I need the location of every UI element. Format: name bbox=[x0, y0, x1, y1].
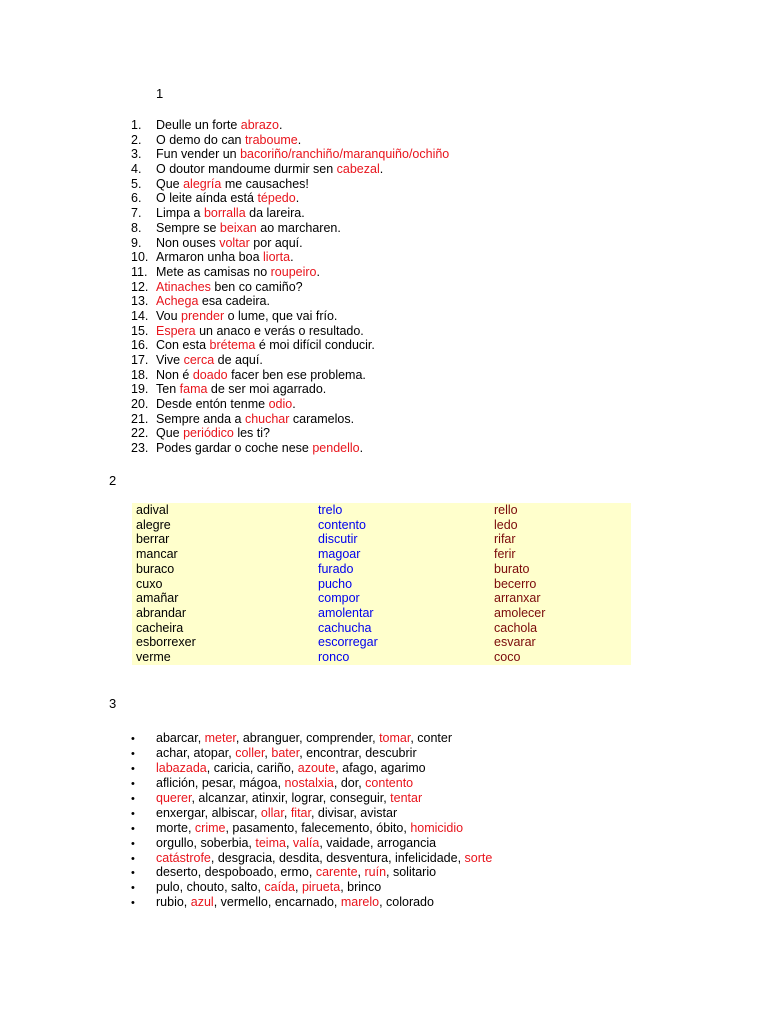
highlighted-word: labazada bbox=[156, 760, 207, 775]
bullet-icon: • bbox=[131, 882, 135, 895]
highlighted-word: marelo bbox=[340, 895, 380, 910]
highlighted-word: ruín bbox=[364, 865, 387, 880]
highlighted-word: borralla bbox=[203, 206, 246, 221]
highlighted-word: teima bbox=[255, 835, 286, 850]
table-row bbox=[132, 621, 631, 636]
sentence-item bbox=[131, 426, 449, 441]
bullet-icon: • bbox=[131, 807, 135, 820]
sentence-item bbox=[131, 147, 449, 162]
list-text: rubio, bbox=[156, 895, 191, 910]
highlighted-word: cerca bbox=[183, 353, 215, 367]
table-cell: trelo bbox=[318, 503, 343, 517]
sentence-text: Sempre se bbox=[156, 220, 220, 235]
sentence-text: Deulle un forte bbox=[156, 118, 241, 132]
table-cell: ledo bbox=[494, 517, 518, 532]
list-text: , conter bbox=[410, 731, 453, 745]
sentence-text: Vou bbox=[156, 308, 182, 323]
table-cell: amolentar bbox=[318, 606, 374, 621]
item-number: 1. bbox=[131, 118, 142, 132]
highlighted-word: Atinaches bbox=[156, 279, 211, 294]
list-text: , divisar, avistar bbox=[310, 805, 398, 820]
highlighted-word: meter bbox=[204, 731, 236, 745]
sentence-text: da lareira. bbox=[245, 206, 305, 221]
list-text: enxergar, albiscar, bbox=[156, 805, 261, 820]
highlighted-word: pirueta bbox=[301, 880, 341, 895]
table-cell: burato bbox=[494, 561, 530, 576]
sentence-text: un anaco e verás o resultado. bbox=[195, 323, 364, 338]
item-number: 11. bbox=[131, 264, 148, 279]
sentence-text: Sempre anda a bbox=[156, 411, 245, 426]
item-number: 13. bbox=[131, 294, 149, 309]
sentence-text: ao marcharen. bbox=[256, 220, 341, 235]
item-number: 14. bbox=[131, 308, 149, 323]
section-1-number: 1 bbox=[156, 86, 164, 101]
highlighted-word: tépedo bbox=[257, 191, 296, 206]
bullet-item bbox=[131, 821, 492, 836]
item-number: 9. bbox=[131, 235, 142, 250]
table-cell: rifar bbox=[494, 532, 516, 547]
sentence-item bbox=[131, 177, 449, 192]
bullet-item bbox=[131, 865, 492, 880]
sentence-text: . bbox=[359, 441, 364, 456]
highlighted-word: Achega bbox=[156, 294, 199, 309]
highlighted-word: odio bbox=[268, 397, 293, 412]
table-cell: berrar bbox=[136, 532, 170, 547]
table-cell: cachola bbox=[494, 620, 538, 635]
bullet-icon: • bbox=[131, 747, 135, 760]
highlighted-word: abrazo bbox=[240, 118, 280, 132]
highlighted-word: roupeiro bbox=[270, 264, 317, 279]
highlighted-word: tomar bbox=[379, 731, 411, 745]
sentence-item bbox=[131, 382, 449, 397]
sentence-text: O leite aínda está bbox=[156, 191, 258, 206]
sentence-item bbox=[131, 280, 449, 295]
item-number: 4. bbox=[131, 162, 142, 177]
sentence-item bbox=[131, 133, 449, 148]
bullet-item bbox=[131, 791, 492, 806]
list-text: , afago, agarimo bbox=[335, 760, 426, 775]
table-cell: discutir bbox=[318, 532, 358, 547]
exercise-3-bullet-list bbox=[131, 731, 492, 910]
sentence-text: de ser moi agarrado. bbox=[207, 382, 327, 397]
table-row bbox=[132, 532, 631, 547]
highlighted-word: azul bbox=[190, 895, 214, 910]
sentence-item bbox=[131, 441, 449, 456]
sentence-item bbox=[131, 309, 449, 324]
table-row bbox=[132, 577, 631, 592]
sentence-text: Fun vender un bbox=[156, 147, 241, 162]
sentence-text: o lume, que vai frío. bbox=[224, 308, 338, 323]
list-text: , abranguer, comprender, bbox=[235, 731, 380, 745]
sentence-text: Podes gardar o coche nese bbox=[156, 441, 313, 456]
table-cell: cachucha bbox=[318, 620, 372, 635]
list-text: , vaidade, arrogancia bbox=[319, 835, 437, 850]
table-cell: coco bbox=[494, 650, 521, 665]
list-text: , brinco bbox=[340, 880, 382, 895]
sentence-item bbox=[131, 338, 449, 353]
sentence-text: Mete as camisas no bbox=[156, 264, 271, 279]
item-number: 3. bbox=[131, 147, 142, 162]
list-text: , solitario bbox=[386, 865, 437, 880]
list-text: aflición, pesar, mágoa, bbox=[156, 775, 285, 790]
highlighted-word: Espera bbox=[156, 323, 196, 338]
highlighted-word: crime bbox=[194, 820, 226, 835]
table-cell: rello bbox=[494, 503, 518, 517]
sentence-item bbox=[131, 368, 449, 383]
table-cell: furado bbox=[318, 561, 354, 576]
list-text: , dor, bbox=[333, 775, 366, 790]
table-row bbox=[132, 547, 631, 562]
highlighted-word: chuchar bbox=[244, 411, 290, 426]
sentence-text: me causaches! bbox=[221, 176, 309, 191]
table-row bbox=[132, 606, 631, 621]
table-cell: alegre bbox=[136, 517, 171, 532]
sentence-text: O demo do can bbox=[156, 132, 245, 147]
highlighted-word: catástrofe bbox=[156, 850, 211, 865]
sentence-text: . bbox=[316, 264, 320, 279]
highlighted-word: fama bbox=[179, 382, 208, 397]
sentence-text: O doutor mandoume durmir sen bbox=[156, 162, 337, 177]
table-cell: mancar bbox=[136, 547, 178, 562]
table-cell: compor bbox=[318, 591, 360, 606]
highlighted-word: traboume bbox=[244, 132, 298, 147]
highlighted-word: bacoriño/ranchiño/maranquiño/ochiño bbox=[240, 147, 450, 162]
table-cell: verme bbox=[136, 650, 171, 665]
bullet-icon: • bbox=[131, 762, 135, 775]
bullet-item bbox=[131, 746, 492, 761]
highlighted-word: doado bbox=[192, 367, 228, 382]
bullet-icon: • bbox=[131, 837, 135, 850]
list-text: deserto, despoboado, ermo, bbox=[156, 865, 316, 880]
bullet-icon: • bbox=[131, 867, 135, 880]
table-row bbox=[132, 562, 631, 577]
sentence-text: Ten bbox=[156, 382, 180, 397]
bullet-icon: • bbox=[131, 822, 135, 835]
table-cell: esborrexer bbox=[136, 635, 196, 650]
table-row bbox=[132, 503, 631, 518]
table-cell: escorregar bbox=[318, 635, 378, 650]
table-cell: amolecer bbox=[494, 606, 546, 621]
item-number: 15. bbox=[131, 323, 149, 338]
sentence-item bbox=[131, 250, 449, 265]
sentence-text: . bbox=[295, 191, 300, 206]
item-number: 22. bbox=[131, 426, 149, 441]
section-2-number: 2 bbox=[109, 473, 117, 488]
sentence-text: les ti? bbox=[233, 426, 270, 441]
item-number: 18. bbox=[131, 367, 149, 382]
item-number: 12. bbox=[131, 279, 149, 294]
item-number: 6. bbox=[131, 191, 142, 206]
sentence-item bbox=[131, 412, 449, 427]
sentence-item bbox=[131, 265, 449, 280]
sentence-item bbox=[131, 221, 449, 236]
highlighted-word: cabezal bbox=[336, 162, 380, 177]
bullet-item bbox=[131, 880, 492, 895]
list-text: orgullo, soberbia, bbox=[156, 835, 256, 850]
highlighted-word: nostalxia bbox=[284, 775, 334, 790]
sentence-text: caramelos. bbox=[289, 411, 355, 426]
table-row bbox=[132, 635, 631, 650]
list-text: , encontrar, descubrir bbox=[299, 745, 417, 760]
highlighted-word: homicidio bbox=[410, 820, 464, 835]
sentence-text: é moi difícil conducir. bbox=[255, 338, 375, 353]
table-cell: magoar bbox=[318, 547, 361, 562]
bullet-item bbox=[131, 851, 492, 866]
sentence-text: Desde entón tenme bbox=[156, 397, 269, 412]
sentence-text: . bbox=[297, 132, 302, 147]
exercise-2-synonym-table bbox=[132, 503, 631, 665]
item-number: 19. bbox=[131, 382, 149, 397]
bullet-icon: • bbox=[131, 852, 135, 865]
table-cell: becerro bbox=[494, 576, 537, 591]
item-number: 17. bbox=[131, 353, 149, 367]
bullet-item bbox=[131, 895, 492, 910]
bullet-icon: • bbox=[131, 733, 135, 745]
bullet-item bbox=[131, 776, 492, 791]
list-text: , bbox=[285, 835, 293, 850]
sentence-text: ben co camiño? bbox=[210, 279, 303, 294]
sentence-text: esa cadeira. bbox=[198, 294, 270, 309]
table-cell: buraco bbox=[136, 561, 175, 576]
sentence-item bbox=[131, 118, 449, 133]
sentence-text: . bbox=[279, 118, 283, 132]
highlighted-word: brétema bbox=[209, 338, 256, 353]
table-row bbox=[132, 650, 631, 665]
table-cell: contento bbox=[318, 517, 366, 532]
sentence-text: Con esta bbox=[156, 338, 210, 353]
table-cell: ferir bbox=[494, 547, 516, 562]
list-text: , bbox=[264, 745, 272, 760]
highlighted-word: fitar bbox=[290, 805, 311, 820]
bullet-icon: • bbox=[131, 897, 135, 910]
list-text: , desgracia, desdita, desventura, infelicidade, bbox=[210, 850, 465, 865]
bullet-item bbox=[131, 806, 492, 821]
highlighted-word: coller bbox=[235, 745, 265, 760]
highlighted-word: ollar bbox=[260, 805, 284, 820]
highlighted-word: pendello bbox=[312, 441, 360, 456]
sentence-item bbox=[131, 294, 449, 309]
highlighted-word: liorta bbox=[263, 250, 291, 265]
list-text: abarcar, bbox=[156, 731, 205, 745]
sentence-item bbox=[131, 191, 449, 206]
list-text: achar, atopar, bbox=[156, 745, 236, 760]
sentence-item bbox=[131, 236, 449, 251]
item-number: 23. bbox=[131, 441, 149, 456]
item-number: 16. bbox=[131, 338, 149, 353]
table-row bbox=[132, 518, 631, 533]
exercise-1-sentence-list bbox=[131, 118, 449, 456]
list-text: , pasamento, falecemento, óbito, bbox=[225, 820, 411, 835]
highlighted-word: azoute bbox=[297, 760, 336, 775]
list-text: , bbox=[357, 865, 365, 880]
bullet-item bbox=[131, 731, 492, 746]
sentence-item bbox=[131, 324, 449, 339]
highlighted-word: carente bbox=[315, 865, 358, 880]
table-cell: abrandar bbox=[136, 606, 187, 621]
sentence-text: por aquí. bbox=[249, 235, 303, 250]
section-3-number: 3 bbox=[109, 696, 117, 711]
sentence-item bbox=[131, 206, 449, 221]
bullet-icon: • bbox=[131, 777, 135, 790]
item-number: 7. bbox=[131, 206, 142, 221]
sentence-text: Armaron unha boa bbox=[156, 250, 264, 265]
item-number: 10. bbox=[131, 250, 149, 265]
list-text: , alcanzar, atinxir, lograr, conseguir, bbox=[191, 790, 391, 805]
highlighted-word: prender bbox=[181, 308, 225, 323]
item-number: 20. bbox=[131, 397, 149, 412]
table-cell: cuxo bbox=[136, 576, 163, 591]
sentence-item bbox=[131, 162, 449, 177]
highlighted-word: sorte bbox=[464, 850, 493, 865]
sentence-text: facer ben ese problema. bbox=[227, 367, 366, 382]
list-text: , colorado bbox=[379, 895, 434, 910]
sentence-text: Vive bbox=[156, 353, 184, 367]
table-cell: adival bbox=[136, 503, 169, 517]
item-number: 2. bbox=[131, 132, 142, 147]
highlighted-word: valía bbox=[292, 835, 320, 850]
sentence-text: Limpa a bbox=[156, 206, 204, 221]
sentence-text: Que bbox=[156, 426, 184, 441]
table-cell: ronco bbox=[318, 650, 350, 665]
highlighted-word: tentar bbox=[390, 790, 423, 805]
bullet-item bbox=[131, 836, 492, 851]
item-number: 21. bbox=[131, 411, 149, 426]
highlighted-word: bater bbox=[271, 745, 300, 760]
highlighted-word: alegría bbox=[183, 176, 222, 191]
list-text: morte, bbox=[156, 820, 195, 835]
table-row bbox=[132, 591, 631, 606]
list-text: , caricia, cariño, bbox=[206, 760, 298, 775]
highlighted-word: periódico bbox=[183, 426, 234, 441]
highlighted-word: voltar bbox=[219, 235, 250, 250]
item-number: 8. bbox=[131, 220, 142, 235]
list-text: pulo, chouto, salto, bbox=[156, 880, 265, 895]
sentence-text: . bbox=[290, 250, 294, 265]
sentence-item bbox=[131, 353, 449, 368]
table-cell: cacheira bbox=[136, 620, 184, 635]
table-cell: pucho bbox=[318, 576, 353, 591]
sentence-text: Que bbox=[156, 176, 184, 191]
list-text: , bbox=[295, 880, 302, 895]
table-cell: esvarar bbox=[494, 635, 536, 650]
list-text: , vermello, encarnado, bbox=[213, 895, 341, 910]
sentence-text: . bbox=[292, 397, 296, 412]
bullet-item bbox=[131, 761, 492, 776]
sentence-text: Non ouses bbox=[156, 235, 220, 250]
highlighted-word: querer bbox=[156, 790, 192, 805]
sentence-text: Non é bbox=[156, 367, 193, 382]
bullet-icon: • bbox=[131, 792, 135, 805]
sentence-item bbox=[131, 397, 449, 412]
table-cell: amañar bbox=[136, 591, 179, 606]
list-text: , bbox=[283, 805, 291, 820]
sentence-text: de aquí. bbox=[214, 353, 263, 367]
highlighted-word: beixan bbox=[219, 220, 257, 235]
highlighted-word: contento bbox=[365, 775, 414, 790]
item-number: 5. bbox=[131, 176, 142, 191]
table-cell: arranxar bbox=[494, 591, 541, 606]
sentence-text: . bbox=[379, 162, 384, 177]
highlighted-word: caída bbox=[264, 880, 295, 895]
